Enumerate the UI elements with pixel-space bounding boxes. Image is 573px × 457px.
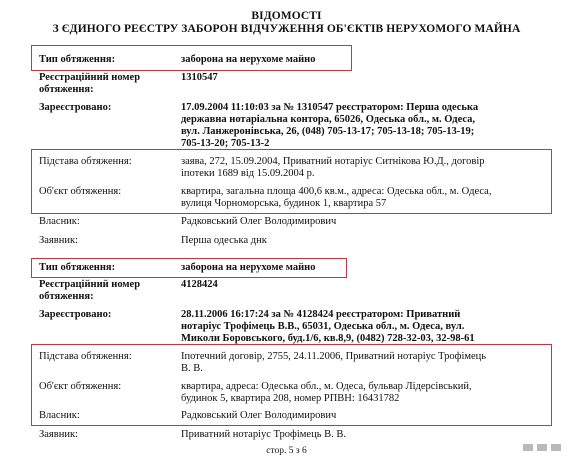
applicant-value: Приватний нотаріус Трофімець В. В. (181, 429, 346, 440)
page-number: стор. 5 з 6 (266, 446, 307, 456)
object-label: Об'єкт обтяження: (39, 381, 122, 392)
corner-block (551, 444, 561, 451)
object-line: будинок 5, квартира 208, номер РПВН: 16431782 (181, 393, 400, 404)
reg-number-label-line2: обтяження: (39, 291, 94, 302)
title-line-2: З ЄДИНОГО РЕЄСТРУ ЗАБОРОН ВІДЧУЖЕННЯ ОБ'ЄКТІВ НЕРУХОМОГО МАЙНА (52, 23, 521, 35)
registered-label: Зареєстровано: (39, 102, 112, 113)
owner-value: Радковський Олег Володимирович (181, 410, 337, 421)
reg-number-label-line1: Реєстраційний номер (39, 72, 141, 83)
object-line: квартира, адреса: Одеська обл., м. Одеса, бульвар Лідерсівський, (181, 381, 472, 392)
registered-line: 28.11.2006 16:17:24 за № 4128424 реєстратором: Приватний (181, 309, 461, 320)
title-line-1: ВІДОМОСТІ (251, 10, 322, 22)
type-label: Тип обтяження: (39, 54, 116, 65)
owner-label: Власник: (39, 410, 80, 421)
reg-number-label-line1: Реєстраційний номер (39, 279, 141, 290)
basis-line: заява, 272, 15.09.2004, Приватний нотаріус Ситнікова Ю.Д., договір (181, 156, 485, 167)
basis-line: іпотеки 1689 від 15.09.2004 р. (181, 168, 315, 179)
corner-block (523, 444, 533, 451)
object-label: Об'єкт обтяження: (39, 186, 122, 197)
applicant-value: Перша одеська днк (181, 235, 267, 246)
corner-watermark-mark (523, 441, 570, 451)
registered-line: нотаріус Трофімець В.В., 65031, Одеська обл., м. Одеса, вул. (181, 321, 465, 332)
reg-number-value: 4128424 (181, 279, 218, 290)
object-line: вулиця Чорноморська, будинок 1, квартира 57 (181, 198, 387, 209)
reg-number-value: 1310547 (181, 72, 218, 83)
type-label: Тип обтяження: (39, 262, 116, 273)
basis-label: Підстава обтяження: (39, 351, 132, 362)
registered-line: 17.09.2004 11:10:03 за № 1310547 реєстратором: Перша одеська (181, 102, 479, 113)
applicant-label: Заявник: (39, 429, 78, 440)
reg-number-label-line2: обтяження: (39, 84, 94, 95)
type-value: заборона на нерухоме майно (181, 54, 316, 65)
owner-label: Власник: (39, 216, 80, 227)
owner-value: Радковський Олег Володимирович (181, 216, 337, 227)
registered-line: 705-13-20; 705-13-2 (181, 138, 270, 149)
applicant-label: Заявник: (39, 235, 78, 246)
registered-label: Зареєстровано: (39, 309, 112, 320)
basis-label: Підстава обтяження: (39, 156, 132, 167)
type-value: заборона на нерухоме майно (181, 262, 316, 273)
basis-line: В. В. (181, 363, 203, 374)
registered-line: вул. Ланжеронівська, 26, (048) 705-13-17; 705-13-18; 705-13-19; (181, 126, 475, 137)
object-line: квартира, загальна площа 400,6 кв.м., адреса: Одеська обл., м. Одеса, (181, 186, 492, 197)
registered-line: державна нотаріальна контора, 65026, Одеська обл., м. Одеса, (181, 114, 476, 125)
corner-block (537, 444, 547, 451)
registered-line: Миколи Боровського, буд.1/6, кв.8,9, (0482) 728-32-03, 32-98-61 (181, 333, 475, 344)
basis-line: Іпотечний договір, 2755, 24.11.2006, Приватний нотаріус Трофімець (181, 351, 487, 362)
